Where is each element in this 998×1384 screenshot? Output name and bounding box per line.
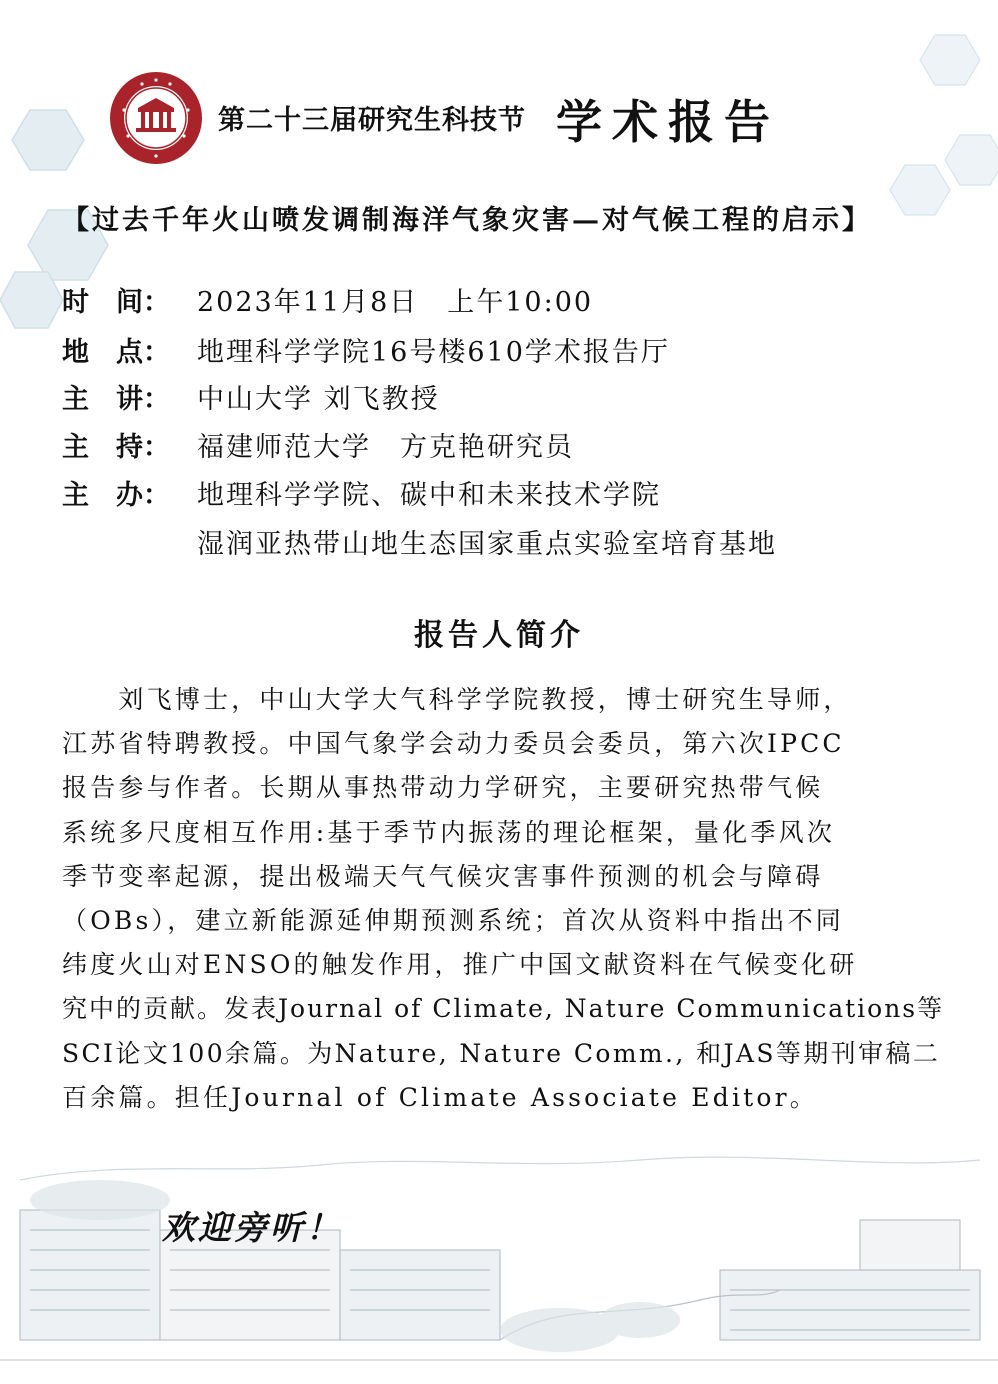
bio-line: 百余篇。担任Journal of Climate Associate Editor。 [62,1082,818,1112]
info-value: 福建师范大学 方克艳研究员 [197,432,574,463]
welcome-text: 欢迎旁听！ [162,1208,342,1247]
info-label: 地 点： [62,337,170,368]
info-row-speaker [62,377,440,416]
info-value: 地理科学学院16号楼610学术报告厅 [197,337,670,368]
info-row-time [62,280,593,319]
info-row-location [62,330,670,369]
bio-line: 系统多尺度相互作用:基于季节内振荡的理论框架，量化季风次 [62,817,836,847]
info-value: 地理科学学院、碳中和未来技术学院 [197,480,661,511]
info-value: 2023年11月8日 上午10:00 [197,287,594,318]
info-label: 时 间： [62,287,170,318]
university-seal-logo [108,70,204,166]
info-row-host [62,425,574,464]
info-label: 主 讲： [62,384,170,415]
info-value: 湿润亚热带山地生态国家重点实验室培育基地 [197,529,777,560]
bio-line: 纬度火山对ENSO的触发作用，推广中国文献资料在气候变化研 [62,950,858,980]
bio-line: 究中的贡献。发表Journal of Climate, Nature Communications等 [62,994,945,1024]
bio-line: 报告参与作者。长期从事热带动力学研究，主要研究热带气候 [62,773,824,803]
info-label: 主 办： [62,480,170,511]
festival-name: 第二十三届研究生科技节 [218,105,526,136]
speaker-intro-heading: 报告人简介 [414,618,584,653]
report-topic: 【过去千年火山喷发调制海洋气象灾害—对气候工程的启示】 [62,205,872,236]
bio-line: 季节变率起源，提出极端天气气候灾害事件预测的机会与障碍 [62,861,824,891]
bio-line: 江苏省特聘教授。中国气象学会动力委员会委员，第六次IPCC [62,729,845,759]
bio-line: SCI论文100余篇。为Nature, Nature Comm., 和JAS等期刊审稿二 [62,1038,941,1068]
page-title: 学术报告 [556,95,780,149]
bio-line: （OBs），建立新能源延伸期预测系统；首次从资料中指出不同 [62,905,844,935]
info-row-organizer [62,473,661,512]
speaker-bio [62,678,946,1120]
info-value: 中山大学 刘飞教授 [197,384,440,415]
bio-line: 刘飞博士，中山大学大气科学学院教授，博士研究生导师， [62,685,852,714]
info-label: 主 持： [62,432,170,463]
info-row-organizer-2 [62,522,777,561]
